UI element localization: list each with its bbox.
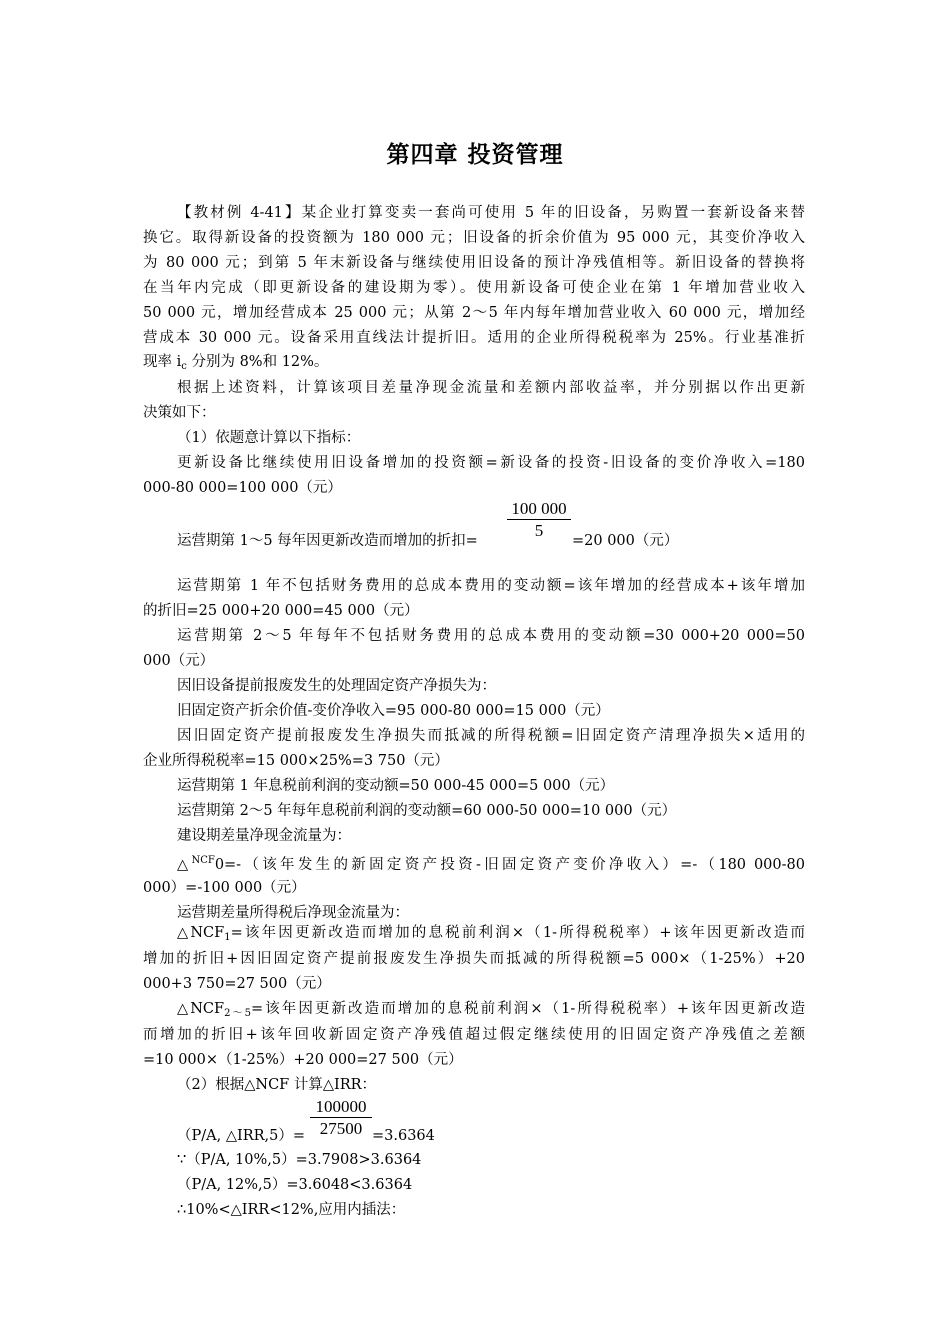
cost-change-line: 的折旧=25 000+20 000=45 000（元） [143, 603, 419, 619]
pa-label: （P/A, △IRR,5）= [177, 1128, 306, 1144]
depreciation-label: 运营期第 1～5 每年因更新改造而增加的折扣= [177, 533, 478, 549]
ebit-line: 运营期第 2～5 年每年息税前利润的变动额=60 000-50 000=10 000（元） [177, 803, 677, 819]
build-period-heading: 建设期差量净现金流量为： [177, 828, 351, 844]
loss-intro: 因旧设备提前报废发生的处理固定资产净损失为： [177, 678, 496, 694]
cost-change-line: 运营期第 1 年不包括财务费用的总成本费用的变动额=该年增加的经营成本+该年增加 [177, 578, 805, 594]
depreciation-fraction [507, 499, 571, 542]
example-paragraph-line: 为 80 000 元；到第 5 年末新设备与继续使用旧设备的预计净残值相等。新旧设备的替换将 [143, 255, 805, 271]
pa12-line: （P/A, 12%,5）=3.6048<3.6364 [177, 1177, 413, 1193]
ncf1-line: 增加的折旧+因旧固定资产提前报废发生净损失而抵减的所得税额=5 000×（1-25%）+20 [143, 951, 805, 967]
ebit-line: 运营期第 1 年息税前利润的变动额=50 000-45 000=5 000（元） [177, 778, 615, 794]
example-paragraph-line: 50 000 元，增加经营成本 25 000 元；从第 2～5 年内每年增加营业收入 60 000 元，增加经 [143, 305, 805, 321]
ncf25-line: =10 000×（1-25%）+20 000=27 500（元） [143, 1052, 463, 1068]
ncf25-line: 而增加的折旧+该年回收新固定资产净残值超过假定继续使用的旧固定资产净残值之差额 [143, 1027, 805, 1043]
chapter-title: 第四章 投资管理 [386, 142, 564, 168]
section-2-heading: （2）根据△NCF 计算△IRR： [177, 1077, 377, 1093]
example-paragraph-line: 换它。取得新设备的投资额为 180 000 元；旧设备的折余价值为 95 000 元，其变价净收入 [143, 230, 805, 246]
example-paragraph-line: 在当年内完成（即更新设备的建设期为零）。使用新设备可使企业在第 1 年增加营业收入 [143, 280, 805, 296]
example-paragraph-line: 【教材例 4-41】某企业打算变卖一套尚可使用 5 年的旧设备，另购置一套新设备来替 [177, 205, 805, 221]
example-paragraph-last-line: 现率 $i_c$ 分别为 8%和 12%。 [143, 354, 329, 372]
fraction-denominator: 5 [534, 521, 544, 540]
intro-paragraph-line: 决策如下： [143, 405, 216, 421]
fraction-numerator: 100 000 [507, 499, 571, 520]
ncf0-line: 000）=-100 000（元） [143, 880, 306, 896]
pa10-line: ∵（P/A, 10%,5）=3.7908>3.6364 [177, 1152, 422, 1168]
section-1-heading: （1）依题意计算以下指标： [177, 430, 361, 446]
tax-line: 因旧固定资产提前报废发生净损失而抵减的所得税额=旧固定资产清理净损失×适用的 [177, 728, 805, 744]
depreciation-result: =20 000（元） [572, 533, 679, 549]
cost-change-line: 000（元） [143, 653, 215, 669]
pa-result: =3.6364 [372, 1128, 435, 1144]
invest-line: 000-80 000=100 000（元） [143, 480, 342, 496]
conclusion-line: ∴10%<△IRR<12%,应用内插法： [177, 1202, 406, 1218]
fraction-denominator: 27500 [319, 1119, 363, 1138]
loss-line: 旧固定资产折余价值-变价净收入=95 000-80 000=15 000（元） [177, 703, 610, 719]
fraction-numerator: 100000 [310, 1097, 372, 1118]
tax-line: 企业所得税税率=15 000×25%=3 750（元） [143, 753, 449, 769]
operating-period-heading: 运营期差量所得税后净现金流量为： [177, 905, 409, 921]
pa-fraction [310, 1097, 372, 1140]
ncf0-line: △$^{NCF}$0=-（该年发生的新固定资产投资-旧固定资产变价净收入）=-（180 000-80 [177, 855, 805, 873]
invest-line: 更新设备比继续使用旧设备增加的投资额=新设备的投资-旧设备的变价净收入=180 [177, 455, 805, 471]
ncf1-line: 000+3 750=27 500（元） [143, 976, 331, 992]
intro-paragraph-line: 根据上述资料，计算该项目差量净现金流量和差额内部收益率，并分别据以作出更新 [177, 380, 805, 396]
example-paragraph-line: 营成本 30 000 元。设备采用直线法计提折旧。适用的企业所得税税率为 25%。行业基准折 [143, 330, 805, 346]
ncf25-line: $\triangle NCF_{2\sim 5}=$该年因更新改造而增加的息税前利润×（1-所得税税率）+该年因更新改造 [177, 1001, 805, 1019]
cost-change-line: 运营期第 2～5 年每年不包括财务费用的总成本费用的变动额=30 000+20 000=50 [177, 628, 805, 644]
ncf1-line: $\triangle NCF_1=$该年因更新改造而增加的息税前利润×（1-所得税税率）+该年因更新改造而 [177, 925, 805, 943]
